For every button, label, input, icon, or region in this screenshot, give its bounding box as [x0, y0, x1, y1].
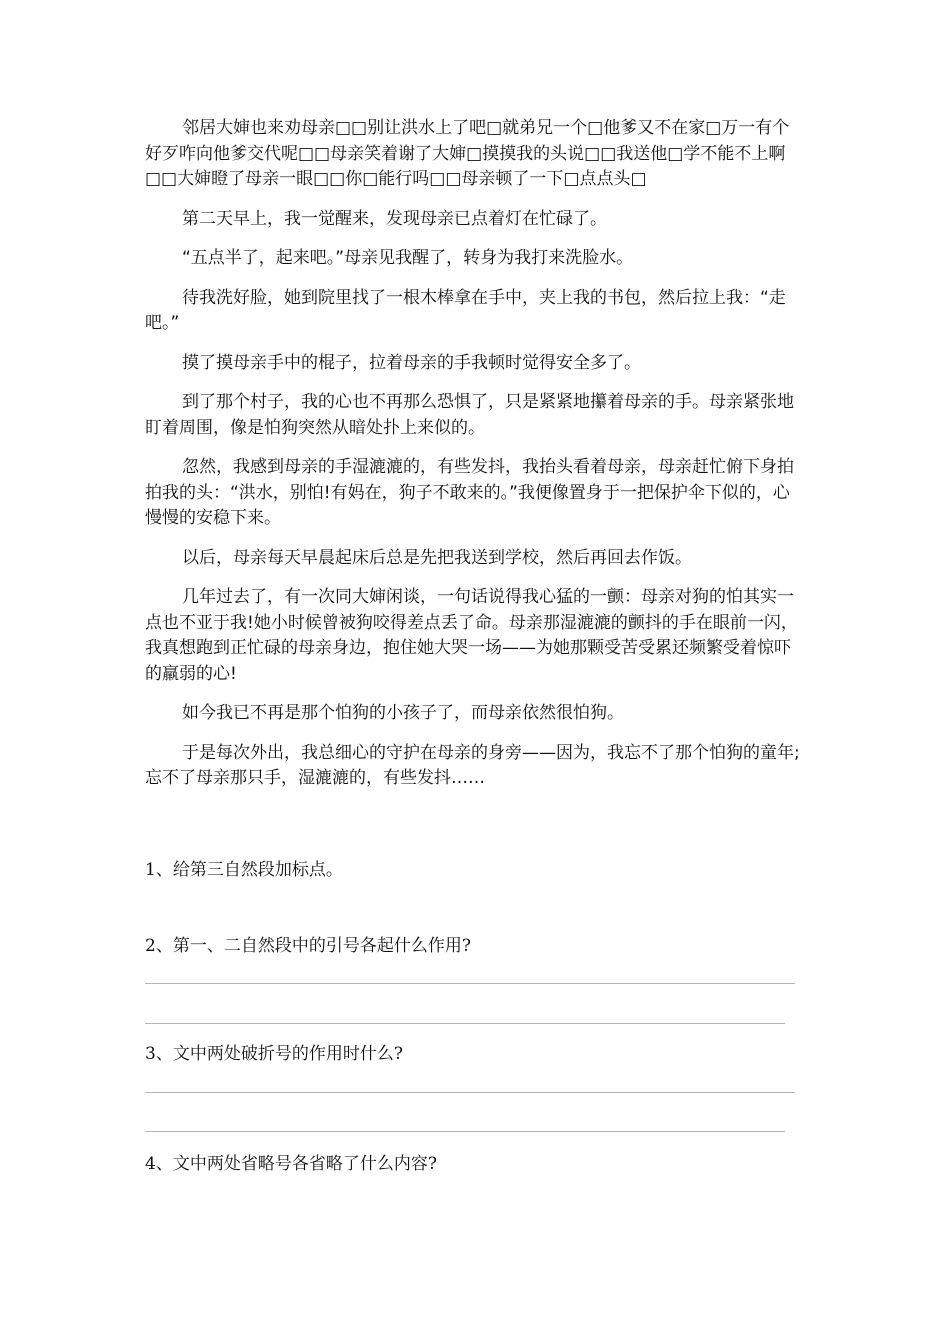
paragraph-11: 于是每次外出，我总细心的守护在母亲的身旁——因为，我忘不了那个怕狗的童年;忘不了母亲那只手，湿漉漉的，有些发抖……: [145, 742, 800, 788]
paragraph-7: 忽然，我感到母亲的手湿漉漉的，有些发抖，我抬头看着母亲，母亲赶忙俯下身拍拍我的头：“洪水，别怕!有妈在，狗子不敢来的。”我便像置身于一把保护伞下似的，心慢慢的安稳下来。: [145, 457, 794, 528]
question-2: 2、第一、二自然段中的引号各起什么作用?: [145, 936, 471, 956]
paragraph-9: 几年过去了，有一次同大婶闲谈，一句话说得我心猛的一颤：母亲对狗的怕其实一点也不亚于我!她小时候曾被狗咬得差点丢了命。母亲那湿漉漉的颤抖的手在眼前一闪，我真想跑到正忙碌的母亲身边，抱住她大哭一场——为她那颗受苦受累还频繁受着惊吓的羸弱的心!: [145, 587, 798, 684]
paragraph-8: 以后，母亲每天早晨起床后总是先把我送到学校，然后再回去作饭。: [182, 547, 692, 568]
paragraph-4: 待我洗好脸，她到院里找了一根木棒拿在手中，夹上我的书包，然后拉上我：“走吧。”: [145, 287, 786, 333]
paragraph-3: “五点半了，起来吧。”母亲见我醒了，转身为我打来洗脸水。: [182, 248, 634, 268]
answer-line-2b[interactable]: [145, 1023, 785, 1024]
answer-line-3b[interactable]: [145, 1131, 785, 1132]
reading-passage: [145, 116, 805, 806]
question-1: 1、给第三自然段加标点。: [145, 860, 343, 880]
paragraph-5: 摸了摸母亲手中的棍子，拉着母亲的手我顿时觉得安全多了。: [182, 352, 641, 373]
question-4: 4、文中两处省略号各省略了什么内容?: [145, 1154, 437, 1174]
answer-line-2a[interactable]: [145, 983, 795, 984]
paragraph-2: 第二天早上，我一觉醒来，发现母亲已点着灯在忙碌了。: [182, 208, 607, 229]
paragraph-10: 如今我已不再是那个怕狗的小孩子了，而母亲依然很怕狗。: [182, 703, 624, 723]
paragraph-1: 邻居大婶也来劝母亲□□别让洪水上了吧□就弟兄一个□他爹又不在家□万一有个好歹咋向他爹交代呢□□母亲笑着谢了大婶□摸摸我的头说□□我送他□学不能不上啊□□大婶瞪了母亲一眼□□你□能行吗□□母亲顿了一下□点点头□: [145, 118, 790, 189]
paragraph-6: 到了那个村子，我的心也不再那么恐惧了，只是紧紧地攥着母亲的手。母亲紧张地盯着周围，像是怕狗突然从暗处扑上来似的。: [145, 392, 794, 438]
question-3: 3、文中两处破折号的作用时什么?: [145, 1044, 403, 1064]
question-section: [145, 858, 805, 1176]
answer-line-3a[interactable]: [145, 1092, 795, 1093]
